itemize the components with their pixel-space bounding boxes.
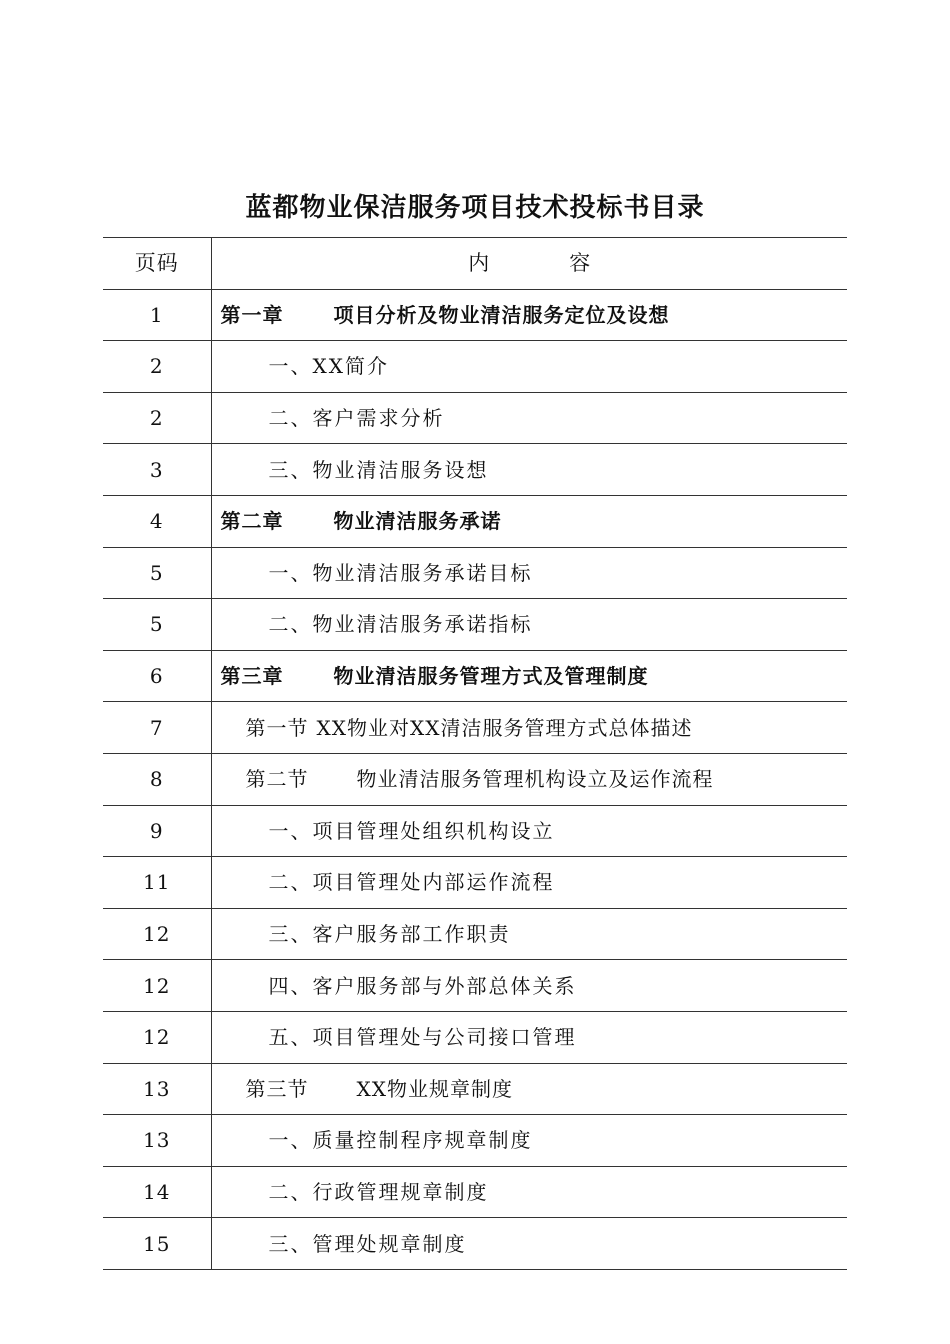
toc-page-number: 12 xyxy=(103,1011,211,1063)
toc-entry xyxy=(211,547,847,599)
toc-page-number: 5 xyxy=(103,599,211,651)
toc-entry-text: 二、客户需求分析 xyxy=(268,406,445,431)
header-content xyxy=(211,238,847,290)
toc-row xyxy=(103,805,847,857)
toc-entry-text: 物业清洁服务承诺 xyxy=(333,509,502,534)
toc-entry-text: XX物业规章制度 xyxy=(356,1076,513,1101)
toc-row xyxy=(103,495,847,547)
toc-row xyxy=(103,1011,847,1063)
toc-entry-label: 第二章 xyxy=(220,509,284,534)
toc-entry xyxy=(211,960,847,1012)
toc-entry-text: XX物业对XX清洁服务管理方式总体描述 xyxy=(316,715,693,740)
toc-row xyxy=(103,1063,847,1115)
toc-entry xyxy=(211,1063,847,1115)
toc-entry xyxy=(211,599,847,651)
toc-entry-text: 三、客户服务部工作职责 xyxy=(268,922,511,947)
toc-entry-label: 第一章 xyxy=(220,302,284,327)
toc-page-number: 5 xyxy=(103,547,211,599)
toc-entry-text: 物业清洁服务管理方式及管理制度 xyxy=(333,664,649,689)
toc-row xyxy=(103,289,847,341)
toc-page-number: 12 xyxy=(103,960,211,1012)
toc-page-number: 4 xyxy=(103,495,211,547)
toc-entry xyxy=(211,341,847,393)
toc-entry-text: 二、行政管理规章制度 xyxy=(268,1179,489,1204)
toc-page-number: 2 xyxy=(103,341,211,393)
toc-entry-text: 五、项目管理处与公司接口管理 xyxy=(268,1025,577,1050)
toc-page-number: 14 xyxy=(103,1166,211,1218)
toc-row xyxy=(103,702,847,754)
document-title: 蓝都物业保洁服务项目技术投标书目录 xyxy=(245,193,705,223)
toc-header-row xyxy=(103,238,847,290)
toc-entry-text: 一、质量控制程序规章制度 xyxy=(268,1128,533,1153)
toc-entry xyxy=(211,289,847,341)
toc-entry xyxy=(211,444,847,496)
toc-row xyxy=(103,1218,847,1270)
toc-table xyxy=(103,237,847,1270)
toc-entry-text: 二、物业清洁服务承诺指标 xyxy=(268,612,533,637)
toc-entry xyxy=(211,495,847,547)
toc-row xyxy=(103,547,847,599)
toc-entry xyxy=(211,857,847,909)
toc-entry-text: 物业清洁服务管理机构设立及运作流程 xyxy=(356,767,714,792)
toc-entry-label: 第三章 xyxy=(220,664,284,689)
toc-entry-label: 第二节 xyxy=(245,767,309,792)
toc-page-number: 11 xyxy=(103,857,211,909)
toc-entry xyxy=(211,1218,847,1270)
toc-entry xyxy=(211,702,847,754)
toc-page-number: 13 xyxy=(103,1115,211,1167)
toc-row xyxy=(103,908,847,960)
toc-entry-text: 一、XX简介 xyxy=(268,354,389,379)
toc-row xyxy=(103,444,847,496)
toc-entry xyxy=(211,1115,847,1167)
toc-row xyxy=(103,960,847,1012)
toc-entry xyxy=(211,805,847,857)
toc-row xyxy=(103,392,847,444)
toc-entry-text: 三、物业清洁服务设想 xyxy=(268,457,489,482)
toc-row xyxy=(103,1115,847,1167)
toc-page-number: 9 xyxy=(103,805,211,857)
toc-entry-text: 二、项目管理处内部运作流程 xyxy=(268,870,555,895)
toc-page-number: 7 xyxy=(103,702,211,754)
toc-row xyxy=(103,857,847,909)
toc-page-number: 8 xyxy=(103,753,211,805)
toc-entry-text: 项目分析及物业清洁服务定位及设想 xyxy=(333,302,670,327)
toc-entry xyxy=(211,392,847,444)
toc-entry xyxy=(211,908,847,960)
toc-page-number: 2 xyxy=(103,392,211,444)
toc-entry-text: 一、项目管理处组织机构设立 xyxy=(268,818,555,843)
toc-body xyxy=(103,289,847,1269)
toc-page-number: 6 xyxy=(103,650,211,702)
toc-row xyxy=(103,1166,847,1218)
header-page: 页码 xyxy=(103,238,211,290)
toc-page-number: 12 xyxy=(103,908,211,960)
toc-entry-text: 四、客户服务部与外部总体关系 xyxy=(268,973,577,998)
header-content-left: 内 xyxy=(468,251,490,276)
toc-page-number: 1 xyxy=(103,289,211,341)
toc-row xyxy=(103,650,847,702)
toc-row xyxy=(103,753,847,805)
toc-entry xyxy=(211,650,847,702)
toc-entry xyxy=(211,1166,847,1218)
toc-entry-text: 一、物业清洁服务承诺目标 xyxy=(268,560,533,585)
toc-entry xyxy=(211,1011,847,1063)
toc-row xyxy=(103,341,847,393)
toc-row xyxy=(103,599,847,651)
toc-entry-label: 第一节 xyxy=(245,715,309,740)
header-content-right: 容 xyxy=(569,251,591,276)
toc-page-number: 13 xyxy=(103,1063,211,1115)
toc-entry-text: 三、管理处规章制度 xyxy=(268,1231,467,1256)
toc-entry-label: 第三节 xyxy=(245,1076,309,1101)
toc-entry xyxy=(211,753,847,805)
toc-page-number: 15 xyxy=(103,1218,211,1270)
toc-page-number: 3 xyxy=(103,444,211,496)
